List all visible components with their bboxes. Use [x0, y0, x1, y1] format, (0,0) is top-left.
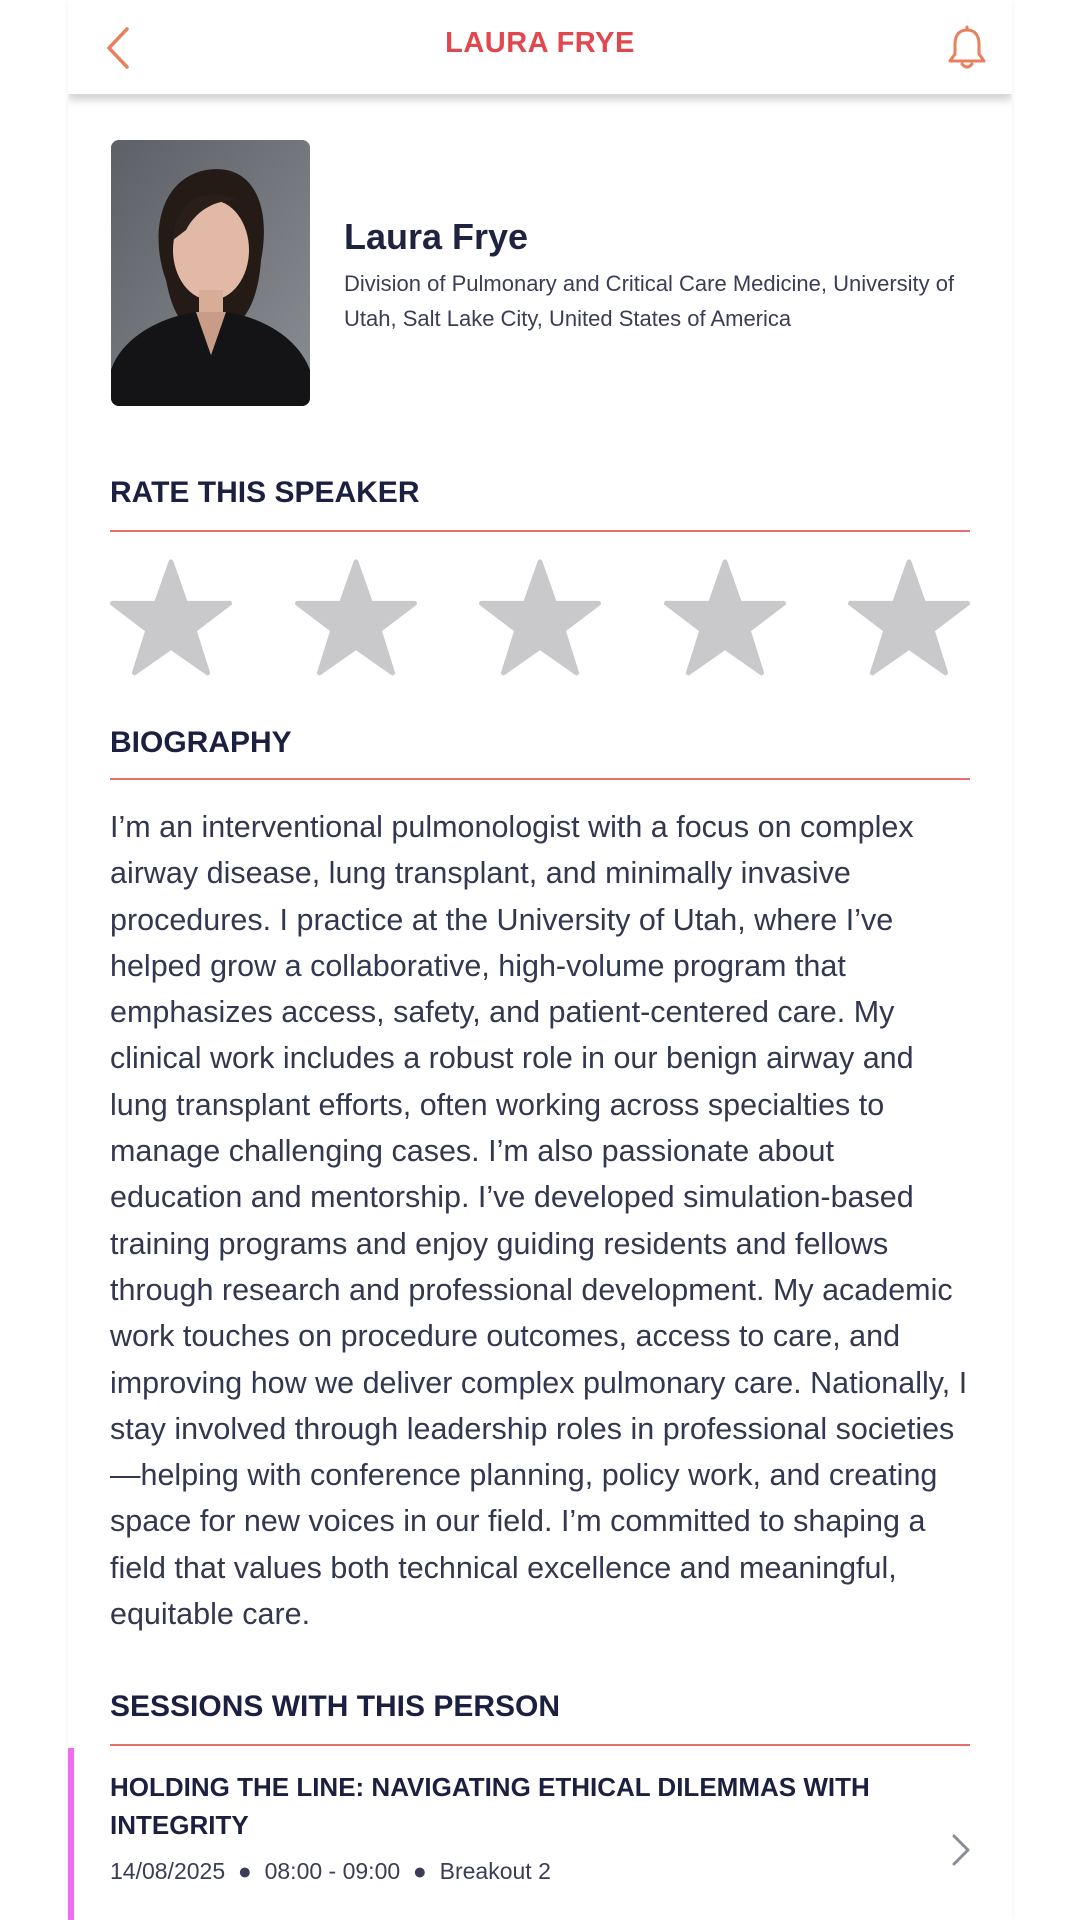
page-title: LAURA FRYE: [445, 27, 635, 59]
divider: [110, 530, 970, 532]
star-rating[interactable]: [110, 558, 970, 678]
divider: [110, 778, 970, 780]
session-list-item[interactable]: [68, 1748, 1012, 1920]
rate-speaker-heading: RATE THIS SPEAKER: [110, 476, 420, 509]
star-1-icon[interactable]: [110, 559, 232, 677]
bell-icon: [946, 25, 988, 71]
notifications-button[interactable]: [942, 22, 992, 74]
session-title: HOLDING THE LINE: NAVIGATING ETHICAL DILEMMAS WITH INTEGRITY: [110, 1772, 870, 1840]
app-header: [68, 0, 1012, 94]
sessions-heading: SESSIONS WITH THIS PERSON: [110, 1690, 561, 1723]
star-2-icon[interactable]: [295, 559, 417, 677]
divider: [110, 1744, 970, 1746]
bullet-separator: ●: [406, 1858, 434, 1884]
chevron-left-icon: [105, 26, 131, 70]
speaker-name: Laura Frye: [344, 216, 529, 257]
speaker-photo: [111, 140, 310, 406]
star-5-icon[interactable]: [848, 559, 970, 677]
back-button[interactable]: [98, 22, 138, 74]
speaker-affiliation: Division of Pulmonary and Critical Care Medicine, University of Utah, Salt Lake City, United States of America: [344, 271, 955, 331]
biography-heading: BIOGRAPHY: [110, 726, 292, 759]
speaker-detail-screen: [68, 0, 1012, 1920]
session-meta: [110, 1858, 551, 1885]
session-color-bar: [68, 1748, 74, 1920]
star-3-icon[interactable]: [479, 559, 601, 677]
chevron-right-icon: [946, 1830, 976, 1870]
bullet-separator: ●: [231, 1858, 259, 1884]
session-location: Breakout 2: [439, 1858, 551, 1884]
star-4-icon[interactable]: [664, 559, 786, 677]
biography-text: I’m an interventional pulmonologist with a focus on complex airway disease, lung transplant, and minimally invasive procedures. I practice at the University of Utah, where I’ve helped grow a collaborative, high-volume program that emphasizes access, safety, and patient-centered care. My clinical work includes a robust role in our benign airway and lung transplant efforts, often working across specialties to manage challenging cases. I’m also passionate about education and mentorship. I’ve developed simulation-based training programs and enjoy guiding residents and fellows through research and professional development. My academic work touches on procedure outcomes, access to care, and improving how we deliver complex pulmonary care. Nationally, I stay involved through leadership roles in professional societies—helping with conference planning, policy work, and creating space for new voices in our field. I’m committed to shaping a field that values both technical excellence and meaningful, equitable care.: [110, 810, 968, 1632]
session-date: 14/08/2025: [110, 1858, 226, 1884]
session-time: 08:00 - 09:00: [264, 1858, 401, 1884]
speaker-portrait-image: [111, 140, 310, 406]
